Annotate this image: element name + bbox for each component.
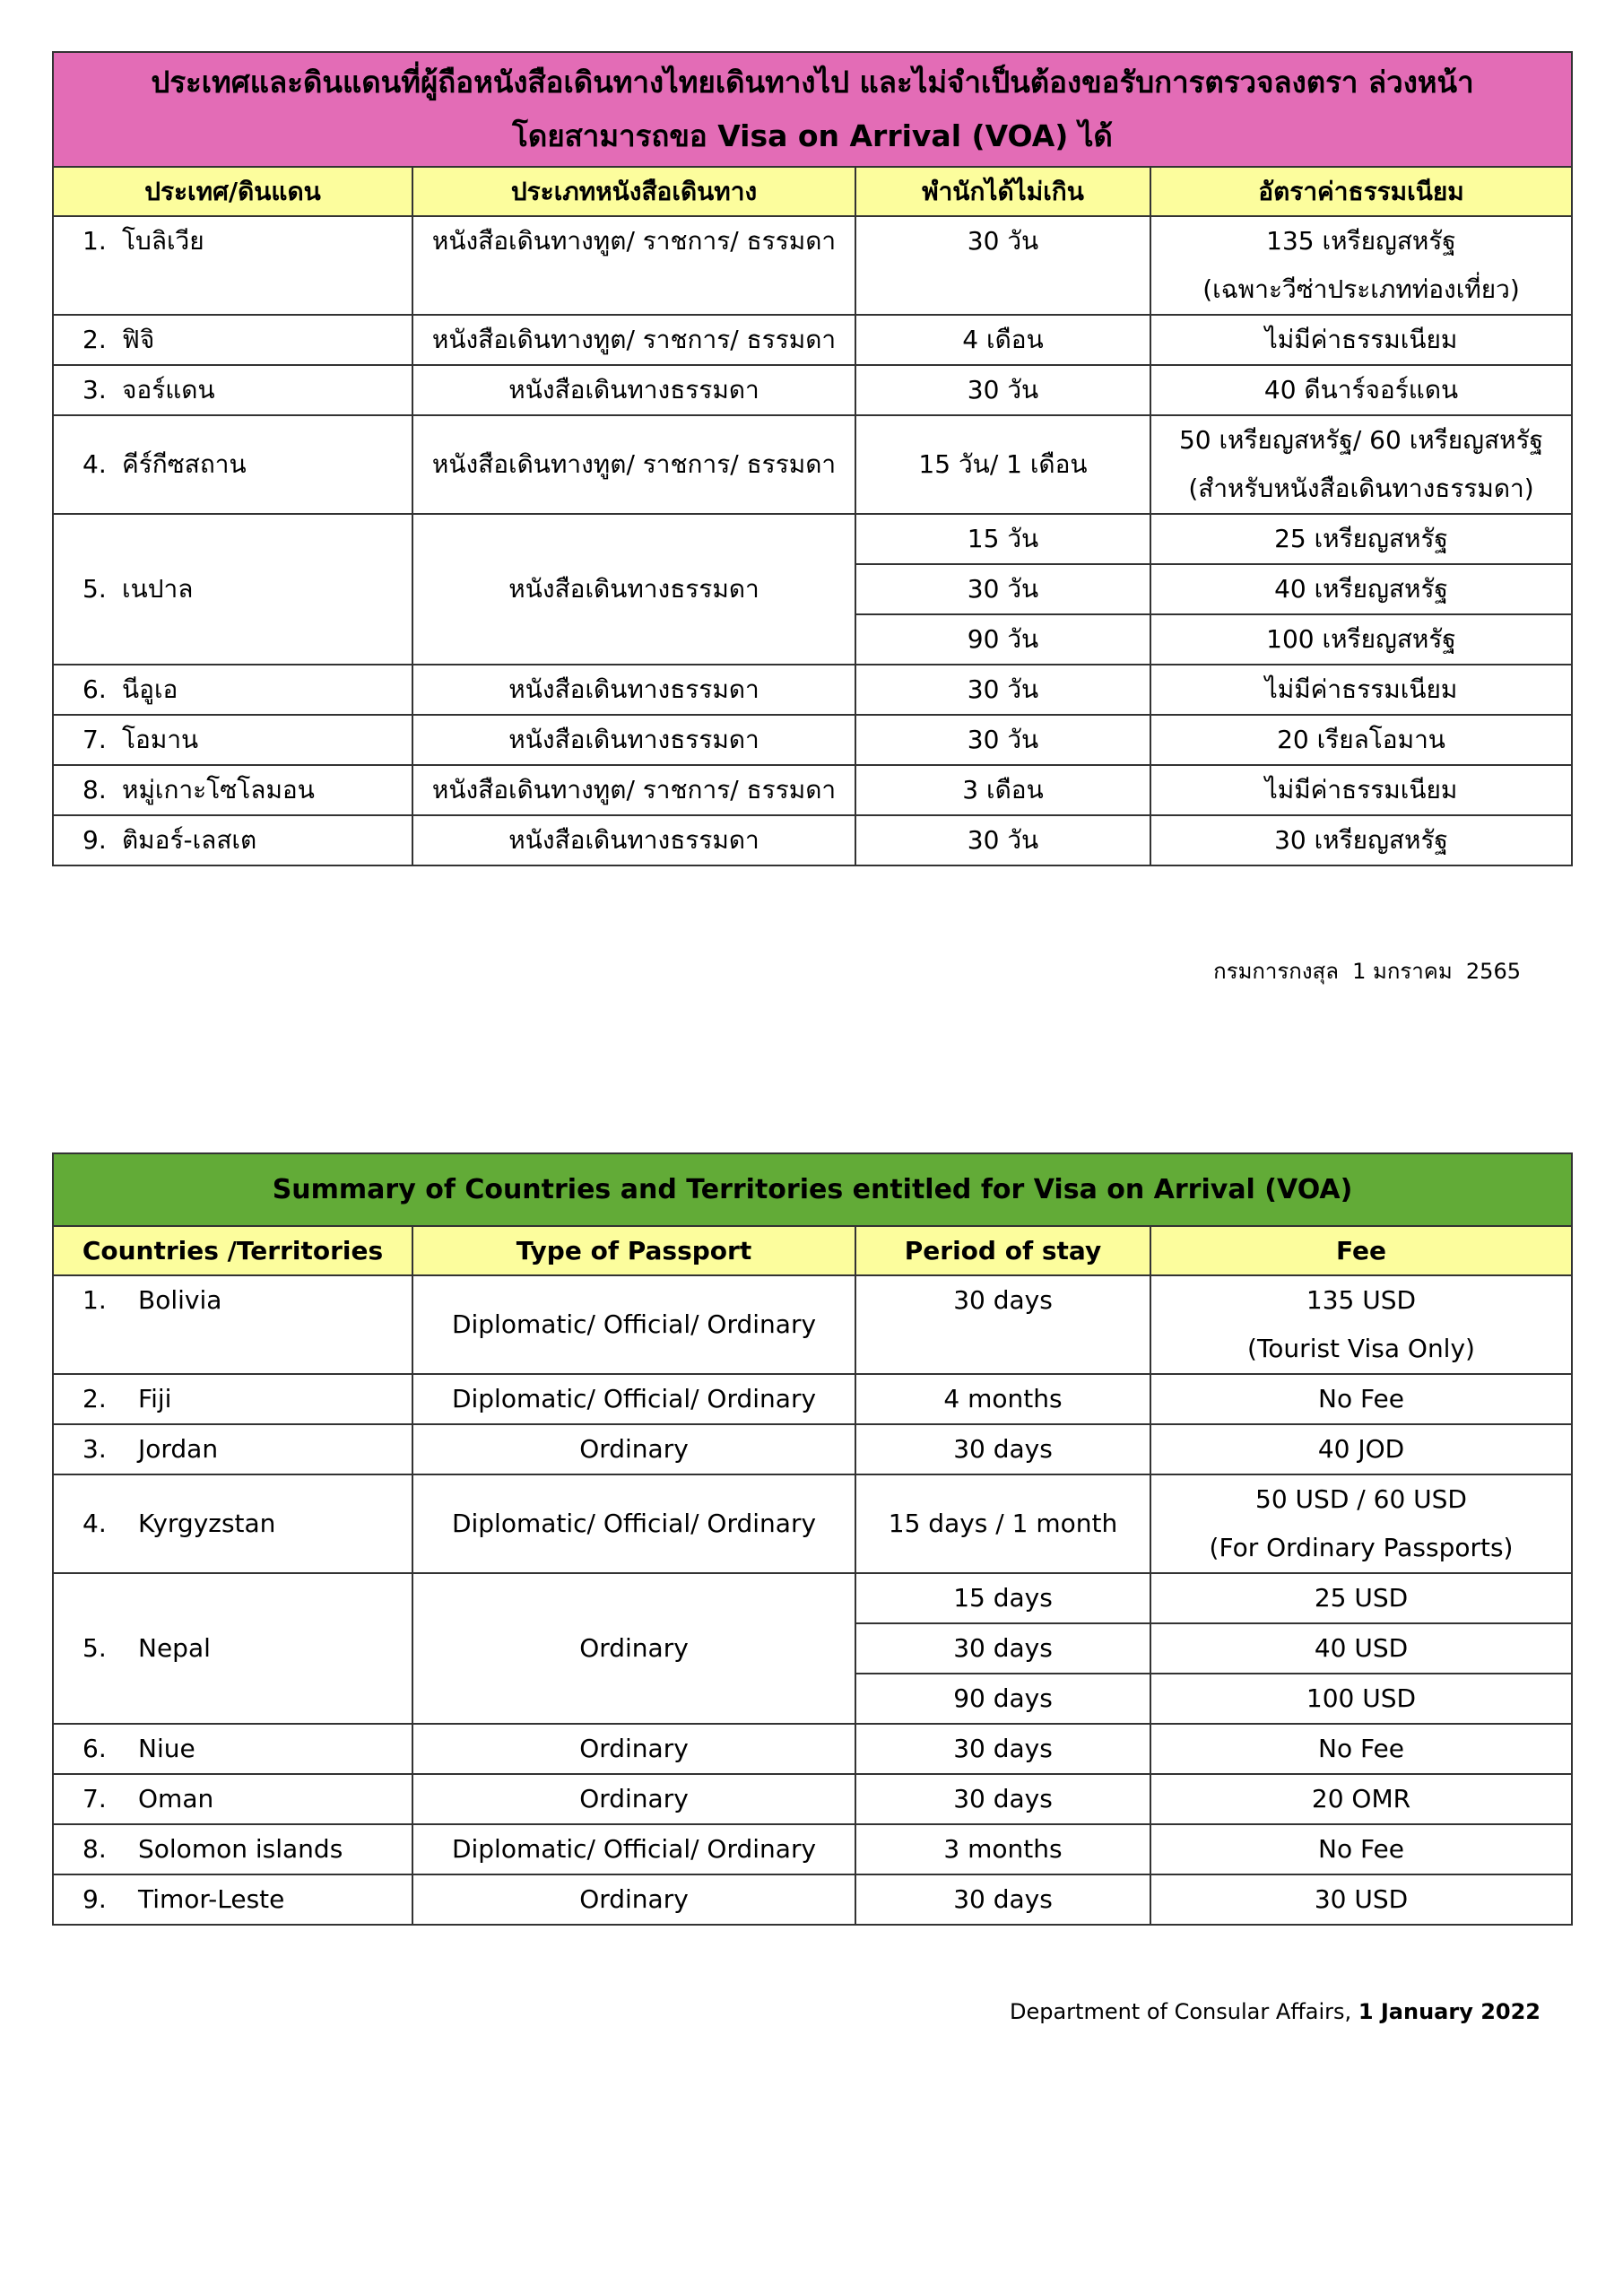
english-title: Summary of Countries and Territories entitled for Visa on Arrival (VOA): [53, 1153, 1572, 1226]
stay-cell: 30 วัน: [855, 665, 1150, 715]
country-cell: [53, 715, 412, 765]
passport-cell: หนังสือเดินทางธรรมดา: [412, 815, 855, 865]
stay-cell: 3 months: [855, 1824, 1150, 1874]
english-header-passport: Type of Passport: [412, 1226, 855, 1275]
english-title-row: [53, 1153, 1572, 1226]
table-row: [53, 665, 1572, 715]
passport-cell: หนังสือเดินทางทูต/ ราชการ/ ธรรมดา: [412, 216, 855, 315]
table-row: [53, 1724, 1572, 1774]
country-cell: [53, 1275, 412, 1374]
fee-cell: 40 เหรียญสหรัฐ: [1150, 564, 1572, 614]
row-number: 1.: [82, 226, 107, 256]
table-row: [53, 1824, 1572, 1874]
country-name: จอร์แดน: [122, 375, 215, 404]
row-number: 9.: [82, 1884, 107, 1914]
passport-cell: หนังสือเดินทางธรรมดา: [412, 365, 855, 415]
fee-cell: 40 JOD: [1150, 1424, 1572, 1474]
stay-cell: 15 วัน: [855, 514, 1150, 564]
fee-note: (เฉพาะวีซ่าประเภทท่องเที่ยว): [1202, 274, 1520, 304]
passport-cell: Ordinary: [412, 1724, 855, 1774]
fee-cell: [1150, 1474, 1572, 1573]
fee-note: (Tourist Visa Only): [1247, 1334, 1475, 1363]
thai-header-stay: พำนักได้ไม่เกิน: [855, 167, 1150, 216]
passport-cell: Diplomatic/ Official/ Ordinary: [412, 1275, 855, 1374]
table-row: [53, 815, 1572, 865]
thai-header-passport: ประเภทหนังสือเดินทาง: [412, 167, 855, 216]
row-number: 5.: [82, 1633, 107, 1663]
row-number: 8.: [82, 775, 107, 804]
stay-cell: 30 days: [855, 1623, 1150, 1674]
thai-title-line2: โดยสามารถขอ Visa on Arrival (VOA) ได้: [512, 118, 1113, 153]
country-cell: [53, 415, 412, 514]
country-name: คีร์กีซสถาน: [122, 449, 247, 479]
fee-cell: 25 USD: [1150, 1573, 1572, 1623]
country-name: Oman: [138, 1784, 214, 1813]
fee-cell: 100 เหรียญสหรัฐ: [1150, 614, 1572, 665]
row-number: 4.: [82, 1509, 107, 1538]
thai-header-row: [53, 167, 1572, 216]
country-name: เนปาล: [122, 574, 194, 604]
passport-cell: Diplomatic/ Official/ Ordinary: [412, 1474, 855, 1573]
passport-cell: หนังสือเดินทางธรรมดา: [412, 715, 855, 765]
country-name: Timor-Leste: [138, 1884, 285, 1914]
fee-cell: [1150, 1275, 1572, 1374]
english-voa-table: [52, 1152, 1573, 1926]
stay-cell: 90 วัน: [855, 614, 1150, 665]
stay-cell: 4 เดือน: [855, 315, 1150, 365]
country-name: Fiji: [138, 1384, 172, 1413]
country-name: โอมาน: [122, 725, 199, 754]
row-number: 3.: [82, 1434, 107, 1464]
country-name: หมู่เกาะโซโลมอน: [122, 775, 315, 804]
english-header-stay: Period of stay: [855, 1226, 1150, 1275]
country-cell: [53, 216, 412, 315]
country-name: ติมอร์-เลสเต: [122, 825, 257, 855]
table-row: [53, 415, 1572, 514]
passport-cell: Diplomatic/ Official/ Ordinary: [412, 1824, 855, 1874]
fee-value: 135 USD: [1306, 1285, 1417, 1315]
fee-cell: No Fee: [1150, 1724, 1572, 1774]
country-cell: [53, 1824, 412, 1874]
row-number: 4.: [82, 449, 107, 479]
english-header-country: Countries /Territories: [53, 1226, 412, 1275]
stay-cell: 30 days: [855, 1275, 1150, 1374]
stay-cell: 30 วัน: [855, 715, 1150, 765]
passport-cell: Ordinary: [412, 1774, 855, 1824]
thai-title-row: [53, 52, 1572, 167]
row-number: 1.: [82, 1285, 107, 1315]
passport-cell: หนังสือเดินทางธรรมดา: [412, 665, 855, 715]
country-cell: [53, 1374, 412, 1424]
country-cell: [53, 1573, 412, 1724]
country-cell: [53, 514, 412, 665]
thai-title-line1: ประเทศและดินแดนที่ผู้ถือหนังสือเดินทางไทยเดินทางไป และไม่จำเป็นต้องขอรับการตรวจลงตรา ล่วงหน้า: [151, 65, 1474, 100]
fee-value: 50 USD / 60 USD: [1255, 1484, 1467, 1514]
country-cell: [53, 665, 412, 715]
english-header-row: [53, 1226, 1572, 1275]
passport-cell: หนังสือเดินทางทูต/ ราชการ/ ธรรมดา: [412, 315, 855, 365]
country-name: โบลิเวีย: [122, 226, 204, 256]
country-cell: [53, 1474, 412, 1573]
passport-cell: Ordinary: [412, 1874, 855, 1925]
fee-cell: 25 เหรียญสหรัฐ: [1150, 514, 1572, 564]
passport-cell: หนังสือเดินทางทูต/ ราชการ/ ธรรมดา: [412, 765, 855, 815]
stay-cell: 30 วัน: [855, 564, 1150, 614]
country-cell: [53, 1774, 412, 1824]
country-cell: [53, 815, 412, 865]
fee-note: (สำหรับหนังสือเดินทางธรรมดา): [1188, 474, 1534, 503]
english-header-fee: Fee: [1150, 1226, 1572, 1275]
thai-title-cell: [53, 52, 1572, 167]
row-number: 6.: [82, 1734, 107, 1763]
row-number: 9.: [82, 825, 107, 855]
country-cell: [53, 1724, 412, 1774]
country-name: Niue: [138, 1734, 195, 1763]
fee-cell: [1150, 415, 1572, 514]
fee-value: 135 เหรียญสหรัฐ: [1266, 226, 1456, 256]
country-name: ฟิจิ: [122, 325, 155, 354]
row-number: 3.: [82, 375, 107, 404]
row-number: 7.: [82, 725, 107, 754]
country-name: Nepal: [138, 1633, 211, 1663]
fee-cell: ไม่มีค่าธรรมเนียม: [1150, 665, 1572, 715]
country-cell: [53, 315, 412, 365]
row-number: 2.: [82, 325, 107, 354]
fee-cell: No Fee: [1150, 1374, 1572, 1424]
table-row: [53, 1774, 1572, 1824]
table-row: [53, 1374, 1572, 1424]
thai-footnote: กรมการกงสุล 1 มกราคม 2565: [1213, 959, 1521, 984]
stay-cell: 3 เดือน: [855, 765, 1150, 815]
passport-cell: หนังสือเดินทางทูต/ ราชการ/ ธรรมดา: [412, 415, 855, 514]
country-cell: [53, 1424, 412, 1474]
thai-header-fee: อัตราค่าธรรมเนียม: [1150, 167, 1572, 216]
stay-cell: 30 days: [855, 1874, 1150, 1925]
table-row: [53, 765, 1572, 815]
country-name: Jordan: [138, 1434, 219, 1464]
stay-cell: 15 days / 1 month: [855, 1474, 1150, 1573]
fee-cell: 20 OMR: [1150, 1774, 1572, 1824]
table-row: [53, 1424, 1572, 1474]
table-row: [53, 365, 1572, 415]
country-name: นีอูเอ: [122, 674, 178, 704]
stay-cell: 15 days: [855, 1573, 1150, 1623]
fee-cell: 40 ดีนาร์จอร์แดน: [1150, 365, 1572, 415]
stay-cell: 90 days: [855, 1674, 1150, 1724]
row-number: 6.: [82, 674, 107, 704]
country-cell: [53, 765, 412, 815]
table-row: [53, 1874, 1572, 1925]
fee-value: 50 เหรียญสหรัฐ/ 60 เหรียญสหรัฐ: [1178, 425, 1544, 455]
row-number: 5.: [82, 574, 107, 604]
english-footnote: [1010, 1999, 1541, 2024]
fee-cell: 20 เรียลโอมาน: [1150, 715, 1572, 765]
passport-cell: Ordinary: [412, 1424, 855, 1474]
fee-cell: 30 USD: [1150, 1874, 1572, 1925]
footnote-department: Department of Consular Affairs,: [1009, 1999, 1358, 2024]
table-row: [53, 514, 1572, 564]
table-row: [53, 1275, 1572, 1374]
country-name: Solomon islands: [138, 1834, 343, 1864]
fee-cell: No Fee: [1150, 1824, 1572, 1874]
stay-cell: 30 วัน: [855, 365, 1150, 415]
fee-note: (For Ordinary Passports): [1209, 1533, 1514, 1562]
table-row: [53, 1573, 1572, 1623]
stay-cell: 15 วัน/ 1 เดือน: [855, 415, 1150, 514]
stay-cell: 30 days: [855, 1724, 1150, 1774]
fee-cell: 100 USD: [1150, 1674, 1572, 1724]
passport-cell: หนังสือเดินทางธรรมดา: [412, 514, 855, 665]
stay-cell: 4 months: [855, 1374, 1150, 1424]
row-number: 7.: [82, 1784, 107, 1813]
fee-cell: ไม่มีค่าธรรมเนียม: [1150, 315, 1572, 365]
country-cell: [53, 1874, 412, 1925]
stay-cell: 30 days: [855, 1774, 1150, 1824]
stay-cell: 30 วัน: [855, 216, 1150, 315]
fee-cell: [1150, 216, 1572, 315]
country-name: Kyrgyzstan: [138, 1509, 276, 1538]
country-name: Bolivia: [138, 1285, 222, 1315]
row-number: 2.: [82, 1384, 107, 1413]
country-cell: [53, 365, 412, 415]
table-row: [53, 715, 1572, 765]
row-number: 8.: [82, 1834, 107, 1864]
passport-cell: Diplomatic/ Official/ Ordinary: [412, 1374, 855, 1424]
thai-voa-table: [52, 51, 1573, 866]
passport-cell: Ordinary: [412, 1573, 855, 1724]
table-row: [53, 1474, 1572, 1573]
table-row: [53, 216, 1572, 315]
stay-cell: 30 วัน: [855, 815, 1150, 865]
table-row: [53, 315, 1572, 365]
thai-header-country: ประเทศ/ดินแดน: [53, 167, 412, 216]
fee-cell: 30 เหรียญสหรัฐ: [1150, 815, 1572, 865]
stay-cell: 30 days: [855, 1424, 1150, 1474]
fee-cell: ไม่มีค่าธรรมเนียม: [1150, 765, 1572, 815]
footnote-date: 1 January 2022: [1358, 1999, 1541, 2024]
fee-cell: 40 USD: [1150, 1623, 1572, 1674]
